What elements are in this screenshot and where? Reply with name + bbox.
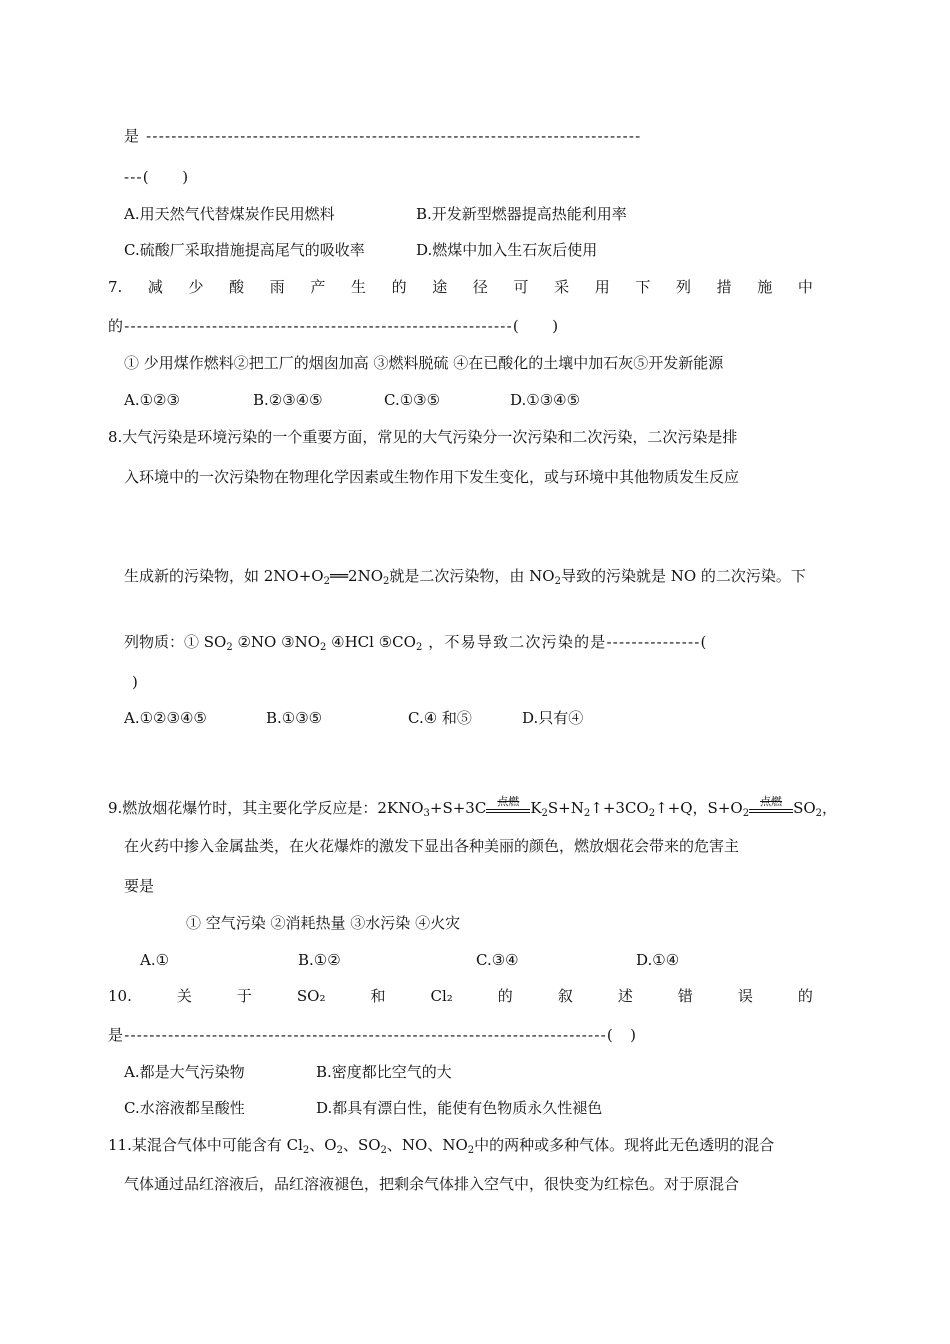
q10-word: SO₂ <box>296 987 326 1005</box>
q7-word: 可 <box>513 278 529 296</box>
q7-word: 生 <box>351 278 367 296</box>
q10-word: 关 <box>176 987 192 1005</box>
q8-option-a: A.①②③④⑤ <box>124 709 207 727</box>
q9-stem-line1: 9.燃放烟花爆竹时，其主要化学反应是：$2KNO_3+S+3C$ 点燃 $K_2S+N_2↑+3CO_2↑+Q$，$S+O_2$ 点燃 $SO_2$， <box>108 795 838 819</box>
q10-stem-line1 <box>108 986 813 1006</box>
q7-word: 中 <box>797 278 813 296</box>
equals-sign: ══ <box>329 567 349 585</box>
q7-stem-line2: 的--------------------------------------------------------------( ) <box>108 317 560 335</box>
q7-word: 雨 <box>269 278 285 296</box>
q11-stem-line2: 气体通过品红溶液后，品红溶液褪色，把剩余气体排入空气中，很快变为红棕色。对于原混合 <box>124 1175 740 1193</box>
q10-word: 误 <box>737 987 753 1005</box>
q7-word: 产 <box>310 278 326 296</box>
q7-word: 径 <box>472 278 488 296</box>
q9-option-d: D.①④ <box>636 951 680 969</box>
q10-word: 叙 <box>557 987 573 1005</box>
q7-word: 少 <box>188 278 204 296</box>
q9-items: ① 空气污染 ②消耗热量 ③水污染 ④火灾 <box>186 914 461 932</box>
q8-stem-line3: 生成新的污染物，如 $2NO+O_2══2NO_2$就是二次污染物，由 $NO_2$导致的污染就是 NO 的二次污染。下 <box>124 567 806 587</box>
q7-word: 7. <box>108 278 123 296</box>
q10-word: 于 <box>236 987 252 1005</box>
q6-option-b: B.开发新型燃器提高热能利用率 <box>416 205 627 223</box>
q8-stem-line5: ) <box>132 673 138 691</box>
q10-option-a: A.都是大气污染物 <box>124 1063 245 1081</box>
q7-word: 采 <box>554 278 570 296</box>
q9-stem-line3: 要是 <box>124 877 155 895</box>
q6-option-d: D.燃煤中加入生石灰后使用 <box>416 241 598 259</box>
q10-stem-line2: 是-----------------------------------------------------------------------------( ) <box>108 1026 638 1044</box>
q9-stem-line2: 在火药中掺入金属盐类，在火花爆炸的激发下显出各种美丽的颜色，燃放烟花会带来的危害主 <box>124 837 740 855</box>
q10-word: 和 <box>370 987 386 1005</box>
q10-option-b: B.密度都比空气的大 <box>316 1063 452 1081</box>
q10-word: 述 <box>617 987 633 1005</box>
q8-stem-line2: 入环境中的一次污染物在物理化学因素或生物作用下发生变化，或与环境中其他物质发生反应 <box>124 468 740 486</box>
q7-option-b: B.②③④⑤ <box>253 391 323 409</box>
q10-option-c: C.水溶液都呈酸性 <box>124 1099 245 1117</box>
q6-stem-line1: 是 ------------------------------------------------------------------------------- <box>124 127 642 145</box>
q7-option-d: D.①③④⑤ <box>510 391 581 409</box>
q9-option-c: C.③④ <box>476 951 519 969</box>
q6-option-c: C.硫酸厂采取措施提高尾气的吸收率 <box>124 241 365 259</box>
q8-stem-line1: 8.大气污染是环境污染的一个重要方面，常见的大气污染分一次污染和二次污染，二次污染是排 <box>108 428 738 446</box>
q10-word: Cl₂ <box>430 987 453 1005</box>
reaction-condition-arrow: 点燃 <box>749 801 793 813</box>
q7-word: 酸 <box>229 278 245 296</box>
q7-stem-line1 <box>108 277 813 297</box>
q7-word: 减 <box>147 278 163 296</box>
q6-option-a: A.用天然气代替煤炭作民用燃料 <box>124 205 335 223</box>
q9-option-b: B.①② <box>298 951 341 969</box>
q6-stem-line2: ---( ) <box>124 168 190 186</box>
q8-option-d: D.只有④ <box>522 709 584 727</box>
q7-word: 列 <box>676 278 692 296</box>
q10-word: 的 <box>797 987 813 1005</box>
reaction-condition-arrow: 点燃 <box>486 801 530 813</box>
q7-word: 途 <box>432 278 448 296</box>
q7-word: 施 <box>757 278 773 296</box>
q8-stem-line4: 列物质：① $SO_2$ ②NO $③NO_2$ ④HCl $⑤CO_2$ ，不易导致二次污染的是---------------( <box>124 633 708 653</box>
q10-option-d: D.都具有漂白性，能使有色物质永久性褪色 <box>316 1099 603 1117</box>
q10-word: 10. <box>108 987 132 1005</box>
q9-option-a: A.① <box>140 951 170 969</box>
q7-word: 用 <box>594 278 610 296</box>
q7-word: 措 <box>716 278 732 296</box>
q7-option-a: A.①②③ <box>124 391 180 409</box>
q10-word: 错 <box>677 987 693 1005</box>
q7-word: 的 <box>391 278 407 296</box>
q10-word: 的 <box>497 987 513 1005</box>
q7-option-c: C.①③⑤ <box>384 391 441 409</box>
q11-stem-line1: 11.某混合气体中可能含有 $Cl_2$、$O_2$、$SO_2$、NO、$NO_2$中的两种或多种气体。现将此无色透明的混合 <box>108 1136 775 1156</box>
q8-option-c: C.④ 和⑤ <box>408 709 472 727</box>
q8-option-b: B.①③⑤ <box>266 709 323 727</box>
q7-items: ① 少用煤作燃料②把工厂的烟囱加高 ③燃料脱硫 ④在已酸化的土壤中加石灰⑤开发新能源 <box>124 354 724 372</box>
q7-word: 下 <box>635 278 651 296</box>
